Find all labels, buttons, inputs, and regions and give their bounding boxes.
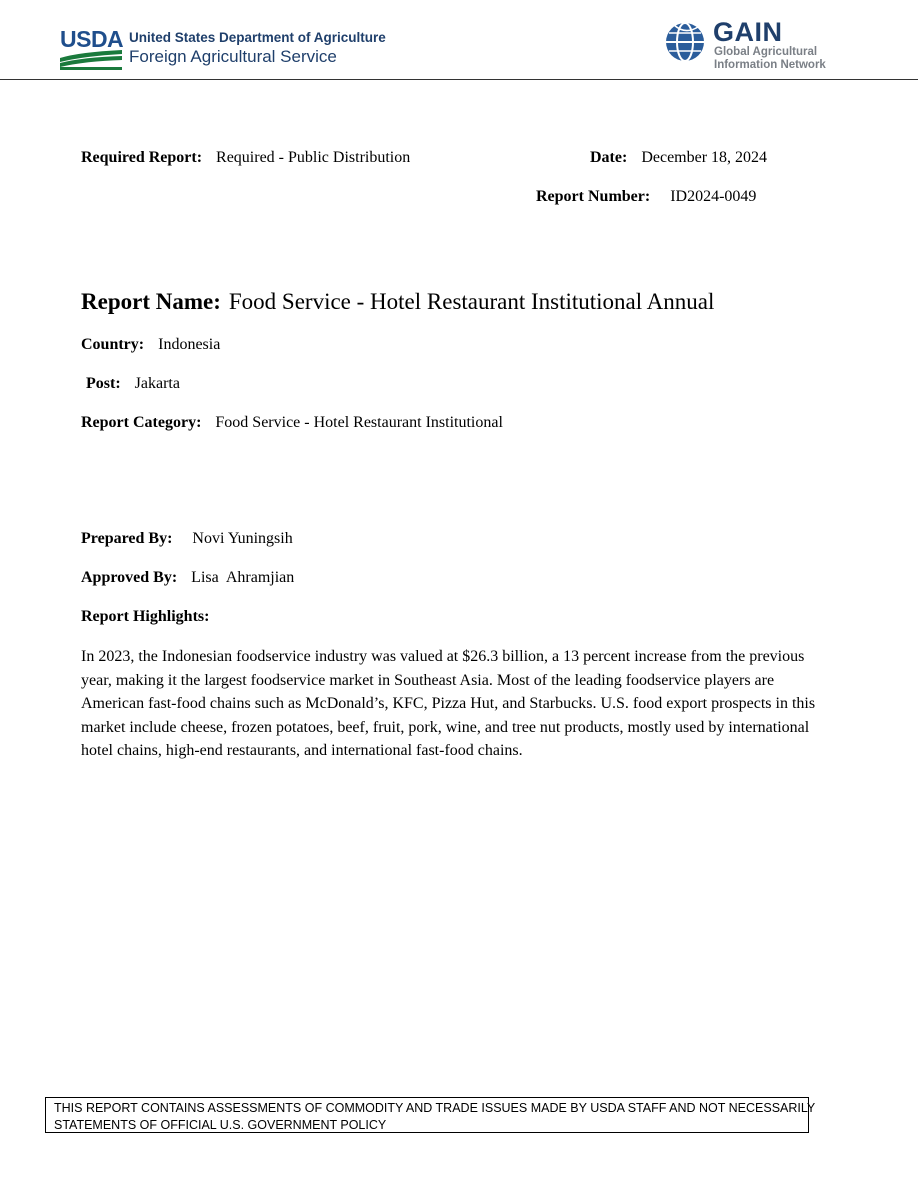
usda-logo-text: USDA <box>60 26 124 52</box>
approved-by-label: Approved By: <box>81 569 178 586</box>
gain-subtitle-line2: Information Network <box>714 59 826 71</box>
report-category-value: Food Service - Hotel Restaurant Institutional <box>215 414 503 431</box>
post-value: Jakarta <box>134 375 180 392</box>
post-row <box>86 374 180 394</box>
usda-department-name: United States Department of Agriculture <box>129 30 386 45</box>
disclaimer-box <box>45 1097 816 1133</box>
approved-by-row <box>81 568 294 588</box>
report-highlights-label: Report Highlights: <box>81 608 210 625</box>
usda-logo <box>60 28 122 72</box>
date-label: Date: <box>590 149 628 166</box>
report-category-label: Report Category: <box>81 414 202 431</box>
report-name-value: Food Service - Hotel Restaurant Institutional Annual <box>228 289 715 314</box>
prepared-by-label: Prepared By: <box>81 530 173 547</box>
required-report-row <box>81 148 410 168</box>
usda-landscape-icon <box>60 50 122 70</box>
country-row <box>81 335 220 355</box>
report-category-row <box>81 413 503 433</box>
country-label: Country: <box>81 336 145 353</box>
date-row <box>590 148 767 168</box>
report-name-label: Report Name: <box>81 289 221 314</box>
approved-by-value: Lisa Ahramjian <box>191 569 295 586</box>
globe-icon <box>664 21 706 63</box>
report-highlights-text: In 2023, the Indonesian foodservice industry was valued at $26.3 billion, a 13 percent increase from the previous year, making it the largest foodservice market in Southeast Asia. Most of the leading foodservice players are American fast-food chains such as McDonald’s, KFC, Pizza Hut, and Starbucks. U.S. food export prospects in this market include cheese, frozen potatoes, beef, fruit, pork, wine, and tree nut products, mostly used by international hotel chains, high-end restaurants, and international fast-food chains. <box>81 648 816 759</box>
gain-subtitle-line1: Global Agricultural <box>714 46 818 58</box>
report-highlights-row <box>81 607 219 627</box>
usda-agency-name: Foreign Agricultural Service <box>129 47 337 66</box>
country-value: Indonesia <box>158 336 221 353</box>
required-report-label: Required Report: <box>81 149 203 166</box>
date-value: December 18, 2024 <box>641 149 768 166</box>
disclaimer-line1: THIS REPORT CONTAINS ASSESSMENTS OF COMMODITY AND TRADE ISSUES MADE BY USDA STAFF AND NOT NECESSARILY <box>54 1101 816 1115</box>
prepared-by-row <box>81 529 293 549</box>
gain-logo-text: GAIN <box>713 17 783 47</box>
report-name-row <box>81 288 714 316</box>
post-label: Post: <box>86 375 121 392</box>
disclaimer-line2: STATEMENTS OF OFFICIAL U.S. GOVERNMENT POLICY <box>54 1118 387 1132</box>
report-number-row <box>536 187 756 207</box>
header-divider <box>0 79 918 80</box>
report-number-value: ID2024-0049 <box>670 188 757 205</box>
report-number-label: Report Number: <box>536 188 651 205</box>
prepared-by-value: Novi Yuningsih <box>192 530 293 547</box>
gain-subtitle <box>714 46 826 72</box>
required-report-value: Required - Public Distribution <box>216 149 411 166</box>
